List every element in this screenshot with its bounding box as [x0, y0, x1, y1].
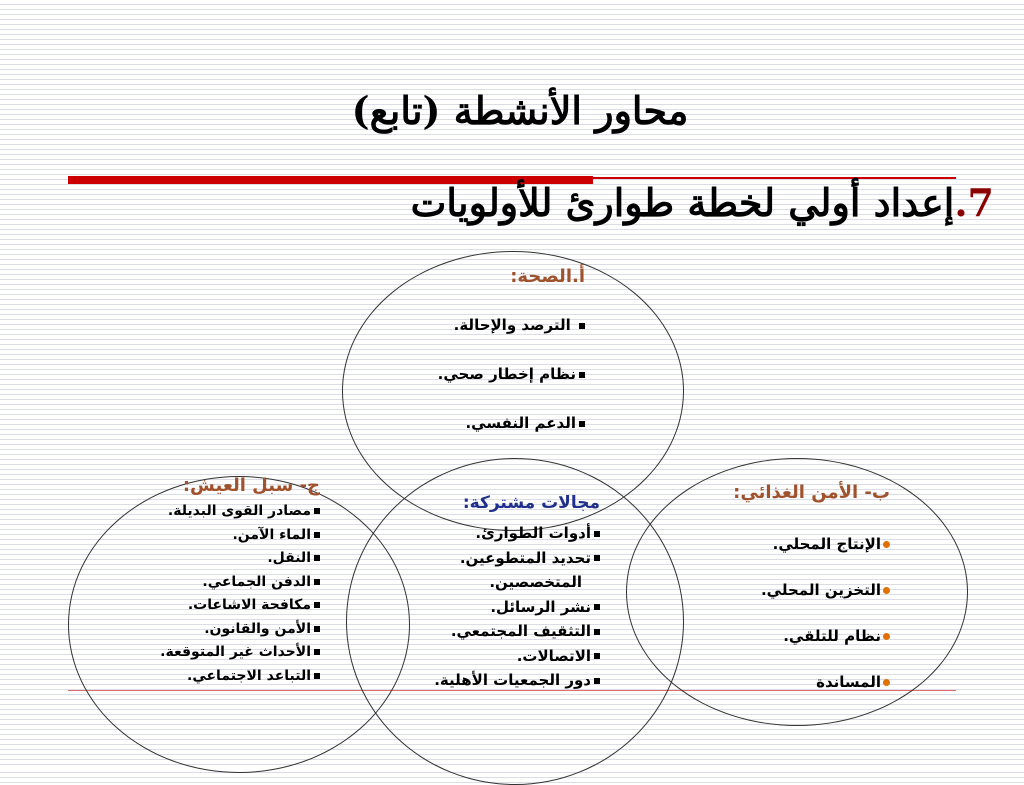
- list-item: الأحداث غير المتوقعة.: [110, 641, 320, 665]
- health-heading: أ.الصحة:: [510, 266, 585, 287]
- list-item: التخزين المحلي.: [690, 567, 890, 613]
- section-title: إعداد أولي لخطة طوارئ للأولويات: [410, 180, 955, 225]
- square-bullet-icon: [314, 673, 320, 679]
- round-bullet-icon: [883, 633, 890, 640]
- list-item: النقل.: [110, 547, 320, 571]
- title-underline-thin: [593, 177, 956, 179]
- section-number: 7.: [954, 180, 994, 225]
- list-item: الإنتاج المحلي.: [690, 521, 890, 567]
- list-item: مصادر القوى البديلة.: [110, 500, 320, 524]
- health-list: [380, 301, 585, 448]
- square-bullet-icon: [594, 629, 600, 635]
- square-bullet-icon: [314, 508, 320, 514]
- round-bullet-icon: [883, 541, 890, 548]
- square-bullet-icon: [594, 555, 600, 561]
- square-bullet-icon: [314, 626, 320, 632]
- list-item: نظام إخطار صحي.: [380, 350, 585, 399]
- shared-areas-heading: مجالات مشتركة:: [462, 493, 600, 513]
- section-subtitle: [411, 180, 994, 225]
- list-item: نشر الرسائل.: [400, 595, 600, 620]
- shared-areas-list: [400, 521, 600, 693]
- square-bullet-icon: [594, 604, 600, 610]
- list-item: تحديد المتطوعين.: [400, 546, 600, 571]
- health-block: [380, 266, 585, 448]
- square-bullet-icon: [579, 323, 585, 329]
- page-title: محاور الأنشطة (تابع): [351, 88, 689, 133]
- round-bullet-icon: [883, 679, 890, 686]
- list-item: نظام للتلقي.: [690, 613, 890, 659]
- list-item: مكافحة الاشاعات.: [110, 594, 320, 618]
- food-security-list: [690, 521, 890, 705]
- list-item: التثقيف المجتمعي.: [400, 619, 600, 644]
- square-bullet-icon: [314, 602, 320, 608]
- round-bullet-icon: [883, 587, 890, 594]
- food-security-block: [690, 482, 890, 705]
- food-security-heading: ب- الأمن الغذائي:: [733, 482, 890, 503]
- list-item: المتخصصين.: [489, 573, 582, 591]
- list-item: الترصد والإحالة.: [380, 301, 585, 350]
- list-item: دور الجمعيات الأهلية.: [400, 668, 600, 693]
- livelihood-heading: ج- سبل العيش:: [182, 475, 320, 496]
- square-bullet-icon: [594, 653, 600, 659]
- list-item: الأمن والقانون.: [110, 618, 320, 642]
- square-bullet-icon: [314, 579, 320, 585]
- square-bullet-icon: [314, 555, 320, 561]
- list-item: المساندة: [690, 659, 890, 705]
- square-bullet-icon: [579, 421, 585, 427]
- livelihood-block: [110, 475, 320, 688]
- square-bullet-icon: [314, 532, 320, 538]
- list-item: أدوات الطوارئ.: [400, 521, 600, 546]
- square-bullet-icon: [579, 372, 585, 378]
- square-bullet-icon: [594, 678, 600, 684]
- list-item: الدعم النفسي.: [380, 399, 585, 448]
- list-item: الماء الآمن.: [110, 524, 320, 548]
- livelihood-list: [110, 500, 320, 688]
- list-item: الدفن الجماعي.: [110, 571, 320, 595]
- list-item: الاتصالات.: [400, 644, 600, 669]
- square-bullet-icon: [314, 649, 320, 655]
- list-item: التباعد الاجتماعي.: [110, 665, 320, 689]
- shared-areas-block: [400, 493, 600, 693]
- square-bullet-icon: [594, 531, 600, 537]
